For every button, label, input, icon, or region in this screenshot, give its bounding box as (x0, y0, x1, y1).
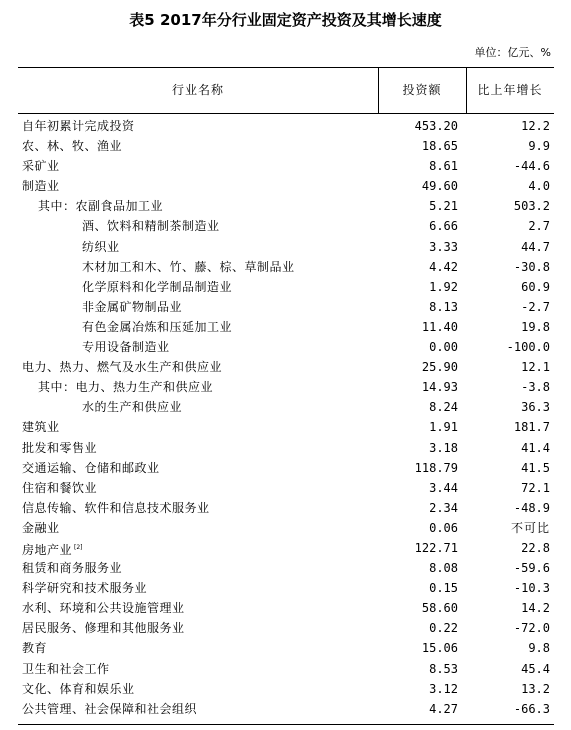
investment-amount: 8.24 (429, 400, 458, 415)
growth-rate: 44.7 (521, 239, 550, 254)
industry-name-text: 水的生产和供应业 (82, 400, 183, 415)
industry-name-text: 居民服务、修理和其他服务业 (22, 621, 185, 636)
table-row (18, 618, 554, 638)
industry-name-text: 批发和零售业 (22, 440, 98, 455)
growth-rate: -44.6 (513, 159, 550, 174)
industry-name (22, 438, 97, 458)
investment-amount: 453.20 (414, 119, 458, 133)
industry-name (82, 216, 220, 236)
industry-name (22, 116, 135, 136)
industry-name-text: 其中：农副食品加工业 (38, 199, 164, 214)
table-row (18, 558, 554, 578)
table-row (18, 397, 554, 417)
industry-name (22, 659, 110, 679)
investment-amount: 3.33 (429, 239, 458, 254)
table-row (18, 478, 554, 498)
growth-rate: -48.9 (513, 500, 550, 515)
table-row (18, 297, 554, 317)
industry-name (22, 578, 147, 598)
header-amount: 投资额 (402, 83, 442, 97)
growth-rate: 41.4 (521, 440, 550, 455)
investment-amount: 0.00 (429, 340, 458, 355)
growth-rate: -3.8 (521, 380, 550, 395)
industry-name-text: 化学原料和化学制品制造业 (82, 279, 233, 294)
investment-amount: 3.18 (429, 440, 458, 455)
growth-rate: 41.5 (521, 460, 550, 475)
table-row (18, 136, 554, 156)
investment-amount: 4.27 (429, 701, 458, 716)
industry-name-text: 科学研究和技术服务业 (22, 581, 148, 596)
investment-amount: 49.60 (421, 179, 458, 194)
growth-rate: 12.1 (521, 360, 550, 375)
investment-amount: 118.79 (414, 460, 458, 475)
industry-name-text: 住宿和餐饮业 (22, 480, 98, 495)
table-row (18, 458, 554, 478)
table-body (18, 116, 554, 719)
industry-name-text: 卫生和社会工作 (22, 661, 110, 676)
industry-name (82, 257, 295, 277)
industry-name (38, 377, 213, 397)
industry-name-text: 租赁和商务服务业 (22, 561, 123, 576)
table-row (18, 257, 554, 277)
growth-rate: -66.3 (513, 701, 550, 716)
table-row (18, 679, 554, 699)
industry-name-text: 金融业 (22, 520, 60, 535)
table-row (18, 438, 554, 458)
investment-amount: 0.22 (429, 621, 458, 636)
growth-rate: -10.3 (513, 581, 550, 596)
industry-name (22, 598, 185, 618)
table-row (18, 317, 554, 337)
industry-name (22, 478, 97, 498)
growth-rate: 45.4 (521, 661, 550, 676)
growth-rate: 36.3 (521, 400, 550, 415)
industry-name (22, 136, 122, 156)
table-row (18, 216, 554, 236)
header-bottom-rule (18, 113, 554, 114)
industry-name-text: 非金属矿物制品业 (82, 299, 183, 314)
investment-amount: 11.40 (421, 319, 458, 334)
growth-rate: 9.9 (528, 139, 550, 154)
industry-name-text: 水利、环境和公共设施管理业 (22, 601, 185, 616)
growth-rate: -2.7 (521, 299, 550, 314)
growth-rate: -72.0 (513, 621, 550, 636)
industry-name (22, 518, 60, 538)
header-industry: 行业名称 (171, 83, 224, 97)
table-row (18, 377, 554, 397)
industry-name-text: 交通运输、仓储和邮政业 (22, 460, 160, 475)
investment-amount: 2.34 (429, 500, 458, 515)
growth-rate: -100.0 (506, 340, 550, 355)
growth-rate: 4.0 (528, 179, 550, 194)
investment-amount: 58.60 (421, 601, 458, 616)
industry-name-text: 制造业 (22, 179, 60, 194)
industry-name (22, 618, 185, 638)
industry-name-text: 专用设备制造业 (82, 340, 170, 355)
growth-rate: 2.7 (528, 219, 550, 234)
table-row (18, 277, 554, 297)
industry-name (82, 317, 232, 337)
table-row (18, 659, 554, 679)
unit-label: 单位：亿元、% (474, 46, 551, 59)
industry-name (22, 458, 160, 478)
investment-amount: 25.90 (421, 360, 458, 375)
industry-name-text: 木材加工和木、竹、藤、棕、草制品业 (82, 259, 295, 274)
investment-amount: 5.21 (429, 199, 458, 214)
growth-rate: 181.7 (513, 420, 550, 435)
table-row (18, 699, 554, 719)
industry-name (22, 498, 210, 518)
growth-rate: 12.2 (521, 119, 550, 133)
growth-rate: 72.1 (521, 480, 550, 495)
investment-amount: 1.92 (429, 279, 458, 294)
investment-amount: 8.61 (429, 159, 458, 174)
table-bottom-rule (18, 724, 554, 725)
industry-name (82, 337, 170, 357)
table-row (18, 116, 554, 136)
industry-name (82, 237, 120, 257)
industry-name (22, 679, 135, 699)
growth-rate: 不可比 (510, 520, 550, 535)
growth-rate: -59.6 (513, 561, 550, 576)
growth-rate: -30.8 (513, 259, 550, 274)
table-row (18, 638, 554, 658)
table-row (18, 518, 554, 538)
table-row (18, 538, 554, 558)
footnote-marker: [2] (74, 543, 83, 551)
industry-name-text: 房地产业 (22, 542, 73, 557)
industry-name (22, 638, 47, 658)
industry-name (22, 558, 122, 578)
growth-rate: 19.8 (521, 319, 550, 334)
investment-amount: 4.42 (429, 259, 458, 274)
investment-amount: 1.91 (429, 420, 458, 435)
industry-name-text: 公共管理、社会保障和社会组织 (22, 701, 198, 716)
industry-name-text: 自年初累计完成投资 (22, 119, 135, 133)
table-row (18, 357, 554, 377)
investment-amount: 8.53 (429, 661, 458, 676)
investment-amount: 6.66 (429, 219, 458, 234)
growth-rate: 503.2 (513, 199, 550, 214)
industry-name (22, 156, 60, 176)
industry-name (22, 357, 222, 377)
industry-name (22, 417, 60, 437)
growth-rate: 13.2 (521, 681, 550, 696)
industry-name-text: 文化、体育和娱乐业 (22, 681, 135, 696)
investment-amount: 3.12 (429, 681, 458, 696)
industry-name (82, 397, 182, 417)
header-growth: 比上年增长 (477, 83, 543, 97)
growth-rate: 22.8 (521, 540, 550, 555)
table-row (18, 176, 554, 196)
industry-name-text: 有色金属冶炼和压延加工业 (82, 319, 233, 334)
industry-name (82, 297, 182, 317)
industry-name (22, 176, 60, 196)
table-row (18, 237, 554, 257)
industry-name-text: 纺织业 (82, 239, 120, 254)
investment-amount: 8.13 (429, 299, 458, 314)
investment-amount: 0.06 (429, 520, 458, 535)
table-row (18, 498, 554, 518)
investment-amount: 18.65 (421, 139, 458, 154)
industry-name (22, 699, 197, 719)
table-row (18, 156, 554, 176)
table-row (18, 578, 554, 598)
industry-name-text: 电力、热力、燃气及水生产和供应业 (22, 360, 223, 375)
growth-rate: 60.9 (521, 279, 550, 294)
investment-amount: 0.15 (429, 581, 458, 596)
table-row (18, 337, 554, 357)
industry-name (22, 538, 83, 558)
industry-name (38, 196, 163, 216)
growth-rate: 14.2 (521, 601, 550, 616)
table-row (18, 417, 554, 437)
industry-name (82, 277, 232, 297)
industry-name-text: 信息传输、软件和信息技术服务业 (22, 500, 210, 515)
investment-amount: 8.08 (429, 561, 458, 576)
industry-name-text: 教育 (22, 641, 48, 656)
table-row (18, 196, 554, 216)
investment-amount: 122.71 (414, 540, 458, 555)
table-title: 表5 2017年分行业固定资产投资及其增长速度 (129, 11, 442, 29)
industry-name-text: 农、林、牧、渔业 (22, 139, 123, 154)
investment-amount: 3.44 (429, 480, 458, 495)
industry-name-text: 采矿业 (22, 159, 60, 174)
table-row (18, 598, 554, 618)
investment-amount: 14.93 (421, 380, 458, 395)
investment-amount: 15.06 (421, 641, 458, 656)
industry-name-text: 酒、饮料和精制茶制造业 (82, 219, 220, 234)
industry-name-text: 其中：电力、热力生产和供应业 (38, 380, 214, 395)
industry-name-text: 建筑业 (22, 420, 60, 435)
growth-rate: 9.8 (528, 641, 550, 656)
